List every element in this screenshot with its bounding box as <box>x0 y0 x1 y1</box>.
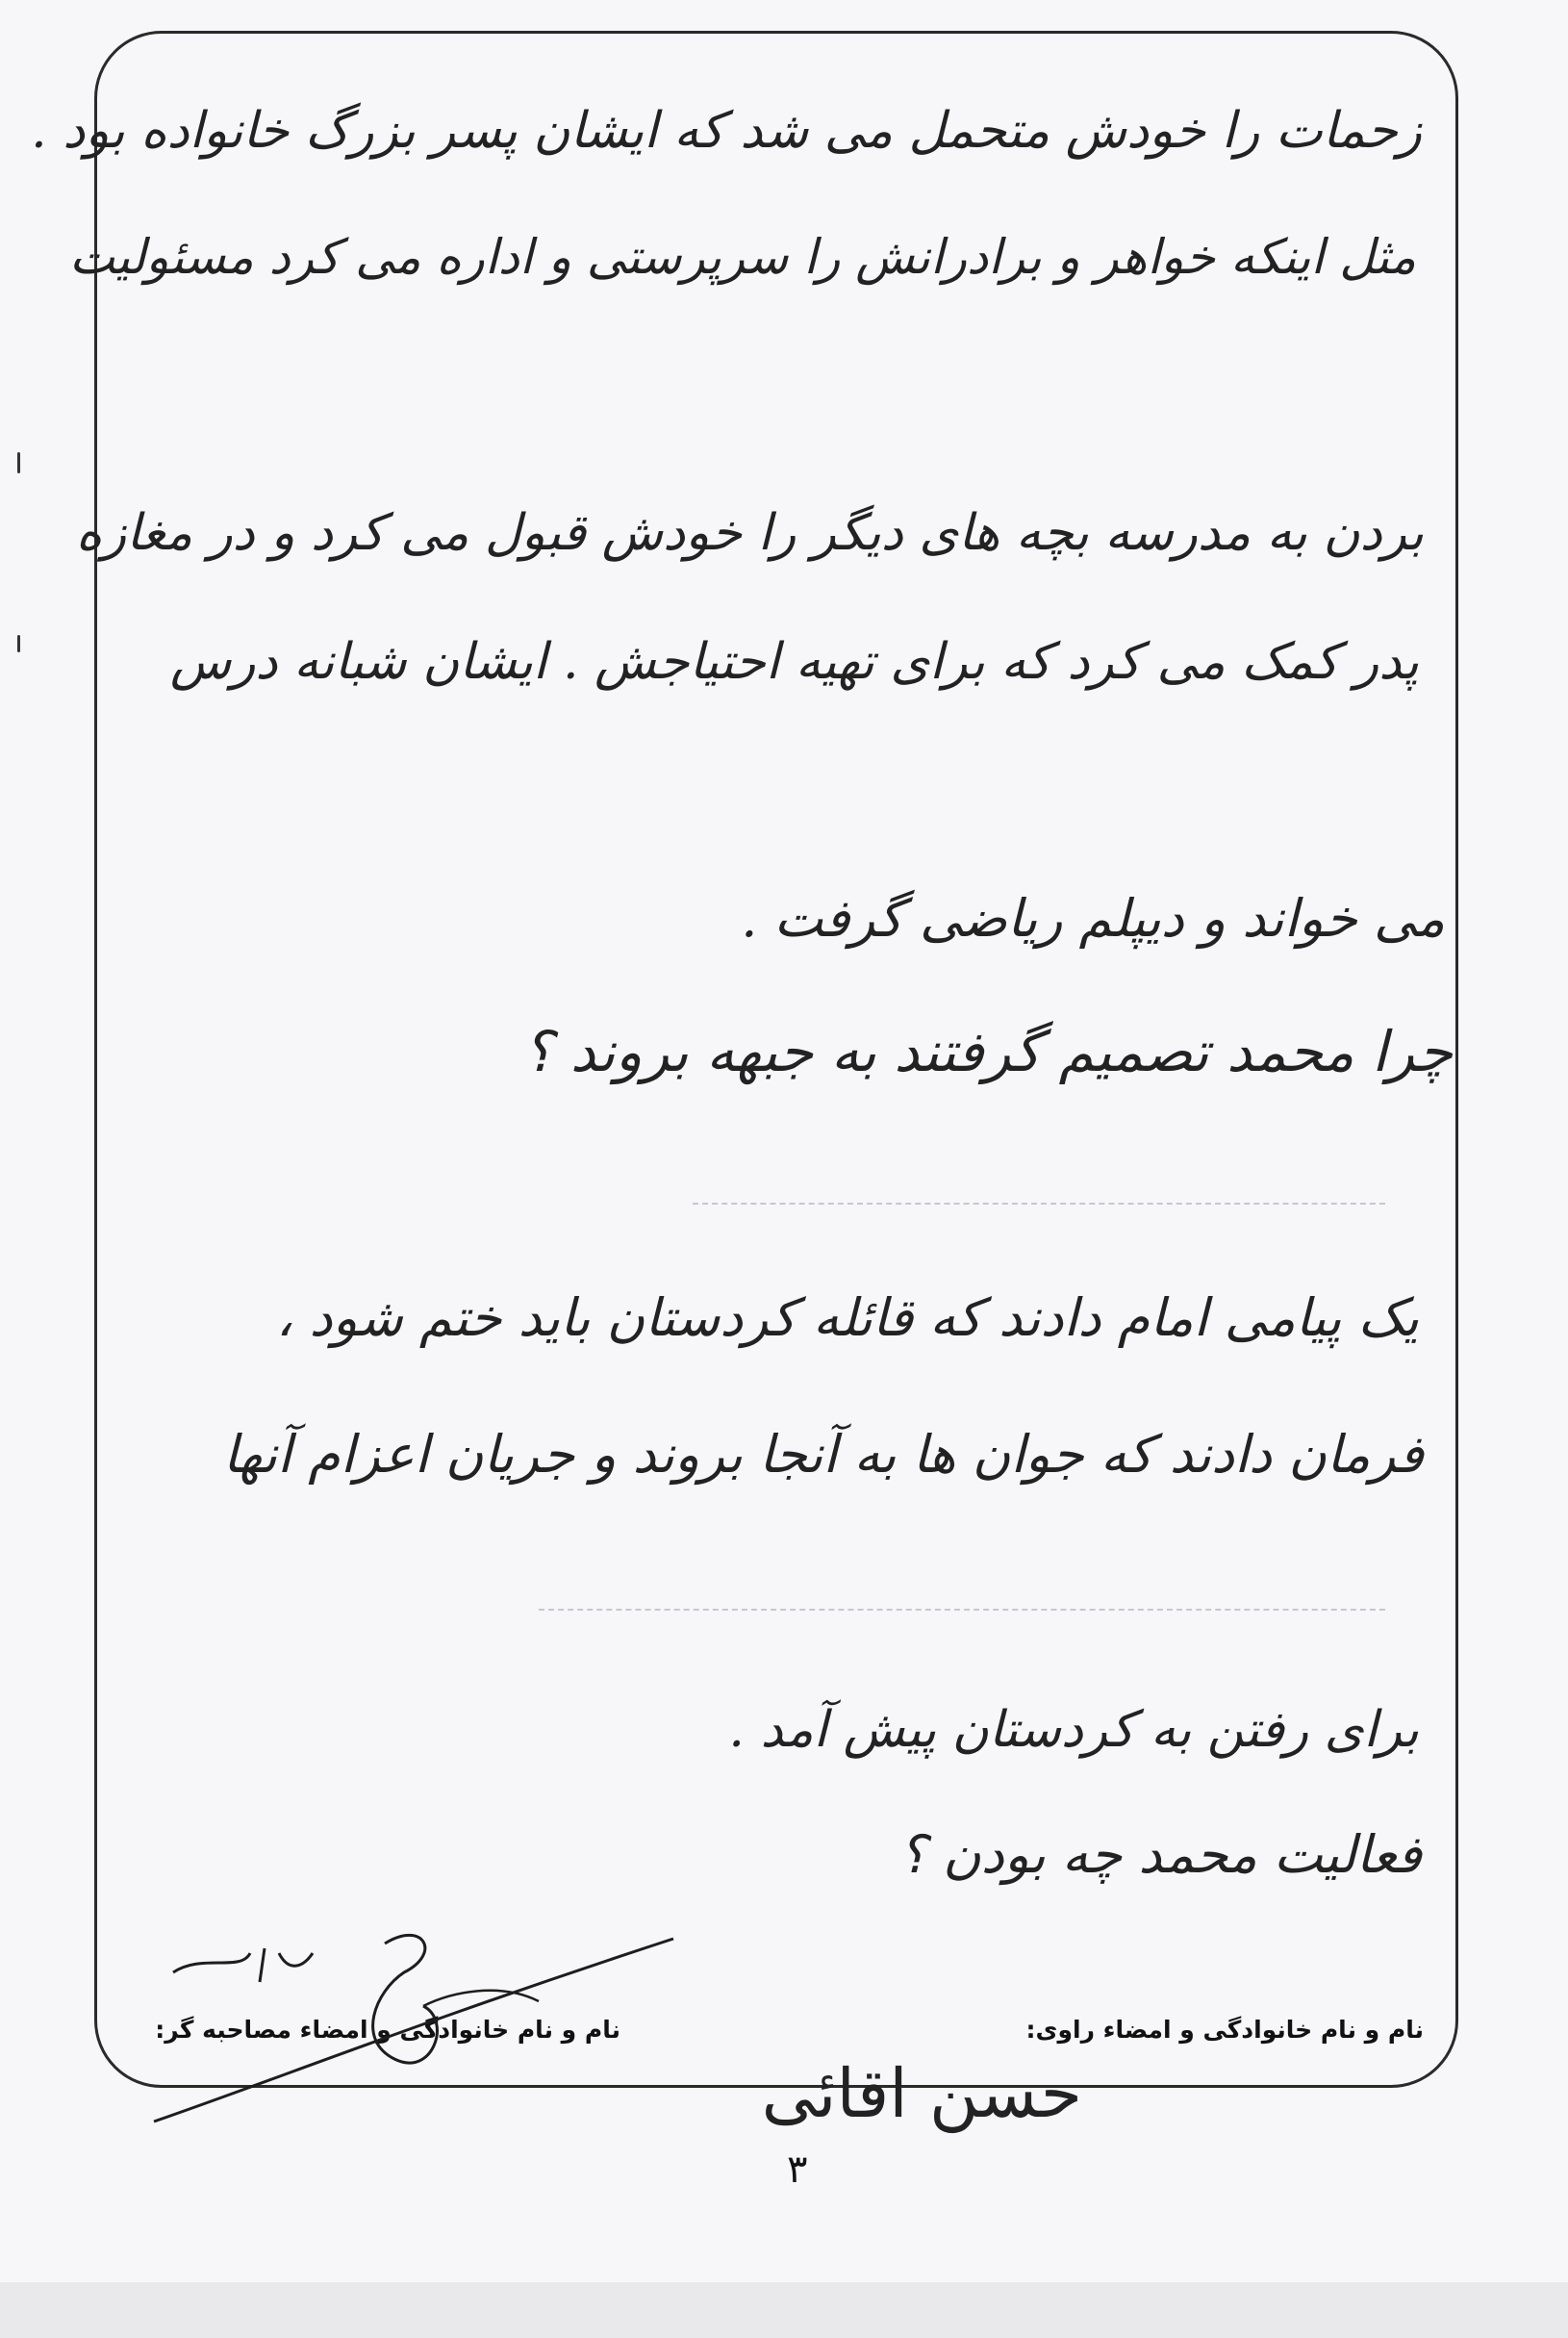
ruled-line <box>693 1203 1385 1205</box>
page-number: ۳ <box>787 2147 808 2192</box>
scan-bottom-strip <box>0 2282 1568 2338</box>
handwritten-question-2: فعالیت محمد چه بودن ؟ <box>898 1824 1422 1885</box>
handwritten-line-2: مثل اینکه خواهر و برادرانش را سرپرستی و اداره می کرد مسئولیت <box>68 229 1416 285</box>
left-edge-mark <box>17 452 20 473</box>
handwritten-line-6: یک پیامی امام دادند که قائله کردستان باید ختم شود ، <box>275 1287 1419 1348</box>
handwritten-line-3: بردن به مدرسه بچه های دیگر را خودش قبول می کرد و در مغازه <box>75 504 1424 562</box>
narrator-name-handwritten: حسن اقائی <box>761 2054 1082 2133</box>
handwritten-line-7: فرمان دادند که جوان ها به آنجا بروند و جریان اعزام آنها <box>222 1424 1424 1485</box>
interviewer-signature <box>135 1915 712 2146</box>
narrator-label: نام و نام خانوادگی و امضاء راوی: <box>1025 2016 1424 2044</box>
ruled-line-2 <box>539 1609 1385 1611</box>
handwritten-line-5: می خواند و دیپلم ریاضی گرفت . <box>741 888 1445 949</box>
handwritten-line-1: زحمات را خودش متحمل می شد که ایشان پسر بزرگ خانواده بود . <box>31 102 1422 160</box>
handwritten-line-8: برای رفتن به کردستان پیش آمد . <box>728 1701 1419 1759</box>
handwritten-line-4: پدر کمک می کرد که برای تهیه احتیاجش . ایشان شبانه درس <box>169 633 1419 691</box>
handwritten-question-1: چرا محمد تصمیم گرفتند به جبهه بروند ؟ <box>522 1019 1453 1084</box>
left-edge-mark-2 <box>17 635 20 652</box>
interviewer-label: نام و نام خانوادگی و امضاء مصاحبه گر: <box>155 2016 620 2044</box>
